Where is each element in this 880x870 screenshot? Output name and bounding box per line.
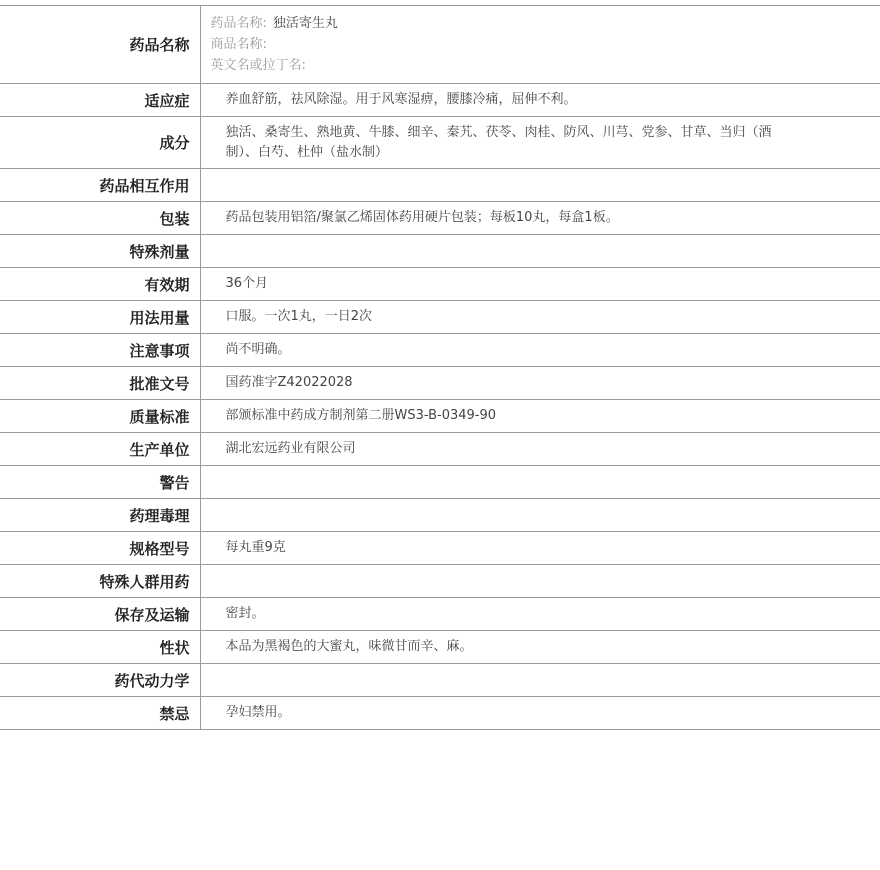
row-value bbox=[200, 466, 880, 499]
spec-row bbox=[0, 499, 880, 532]
row-label: 批准文号 bbox=[0, 367, 200, 400]
spec-row bbox=[0, 367, 880, 400]
spec-row bbox=[0, 301, 880, 334]
row-label: 成分 bbox=[0, 117, 200, 169]
drug-name-cell bbox=[200, 6, 880, 84]
row-value: 独活、桑寄生、熟地黄、牛膝、细辛、秦艽、茯苓、肉桂、防风、川芎、党参、甘草、当归（酒制）、白芍、杜仲（盐水制） bbox=[200, 117, 880, 169]
row-value: 密封。 bbox=[200, 598, 880, 631]
row-label: 用法用量 bbox=[0, 301, 200, 334]
row-label: 药理毒理 bbox=[0, 499, 200, 532]
row-value bbox=[200, 664, 880, 697]
row-label: 规格型号 bbox=[0, 532, 200, 565]
trade-name-key: 商品名称: bbox=[210, 37, 267, 52]
row-value bbox=[200, 169, 880, 202]
row-value: 每丸重9克 bbox=[200, 532, 880, 565]
english-name-key: 英文名或拉丁名: bbox=[210, 58, 306, 73]
spec-row bbox=[0, 400, 880, 433]
row-value bbox=[200, 499, 880, 532]
spec-row bbox=[0, 631, 880, 664]
row-label: 特殊人群用药 bbox=[0, 565, 200, 598]
row-label: 禁忌 bbox=[0, 697, 200, 730]
row-value: 药品包装用铝箔/聚氯乙烯固体药用硬片包装；每板10丸，每盒1板。 bbox=[200, 202, 880, 235]
row-label: 药代动力学 bbox=[0, 664, 200, 697]
row-value: 部颁标准中药成方制剂第二册WS3-B-0349-90 bbox=[200, 400, 880, 433]
spec-row bbox=[0, 235, 880, 268]
row-value bbox=[200, 565, 880, 598]
row-label: 注意事项 bbox=[0, 334, 200, 367]
spec-row bbox=[0, 169, 880, 202]
trade-name-line bbox=[211, 34, 880, 55]
row-value bbox=[200, 235, 880, 268]
spec-row bbox=[0, 334, 880, 367]
spec-row bbox=[0, 117, 880, 169]
spec-row bbox=[0, 565, 880, 598]
spec-row bbox=[0, 697, 880, 730]
row-value: 口服。一次1丸，一日2次 bbox=[200, 301, 880, 334]
row-label: 包装 bbox=[0, 202, 200, 235]
row-label: 有效期 bbox=[0, 268, 200, 301]
spec-row bbox=[0, 202, 880, 235]
spec-row bbox=[0, 532, 880, 565]
row-label: 特殊剂量 bbox=[0, 235, 200, 268]
row-label: 生产单位 bbox=[0, 433, 200, 466]
row-label: 适应症 bbox=[0, 84, 200, 117]
spec-row bbox=[0, 84, 880, 117]
row-label: 警告 bbox=[0, 466, 200, 499]
drug-name-row bbox=[0, 6, 880, 84]
row-label: 药品名称 bbox=[0, 6, 200, 84]
spec-row bbox=[0, 664, 880, 697]
row-value: 本品为黑褐色的大蜜丸，味微甘而辛、麻。 bbox=[200, 631, 880, 664]
generic-name-line bbox=[211, 13, 880, 34]
row-value: 湖北宏远药业有限公司 bbox=[200, 433, 880, 466]
row-value: 养血舒筋，祛风除湿。用于风寒湿痹，腰膝冷痛，屈伸不利。 bbox=[200, 84, 880, 117]
english-name-line bbox=[211, 55, 880, 76]
spec-row bbox=[0, 268, 880, 301]
row-value: 孕妇禁用。 bbox=[200, 697, 880, 730]
row-value: 尚不明确。 bbox=[200, 334, 880, 367]
row-label: 保存及运输 bbox=[0, 598, 200, 631]
spec-row bbox=[0, 466, 880, 499]
generic-name-value: 独活寄生丸 bbox=[272, 16, 338, 31]
row-label: 性状 bbox=[0, 631, 200, 664]
generic-name-key: 药品名称: bbox=[210, 16, 267, 31]
drug-spec-table bbox=[0, 5, 880, 730]
row-value: 36个月 bbox=[200, 268, 880, 301]
spec-row bbox=[0, 598, 880, 631]
row-label: 药品相互作用 bbox=[0, 169, 200, 202]
row-label: 质量标准 bbox=[0, 400, 200, 433]
spec-row bbox=[0, 433, 880, 466]
row-value: 国药准字Z42022028 bbox=[200, 367, 880, 400]
